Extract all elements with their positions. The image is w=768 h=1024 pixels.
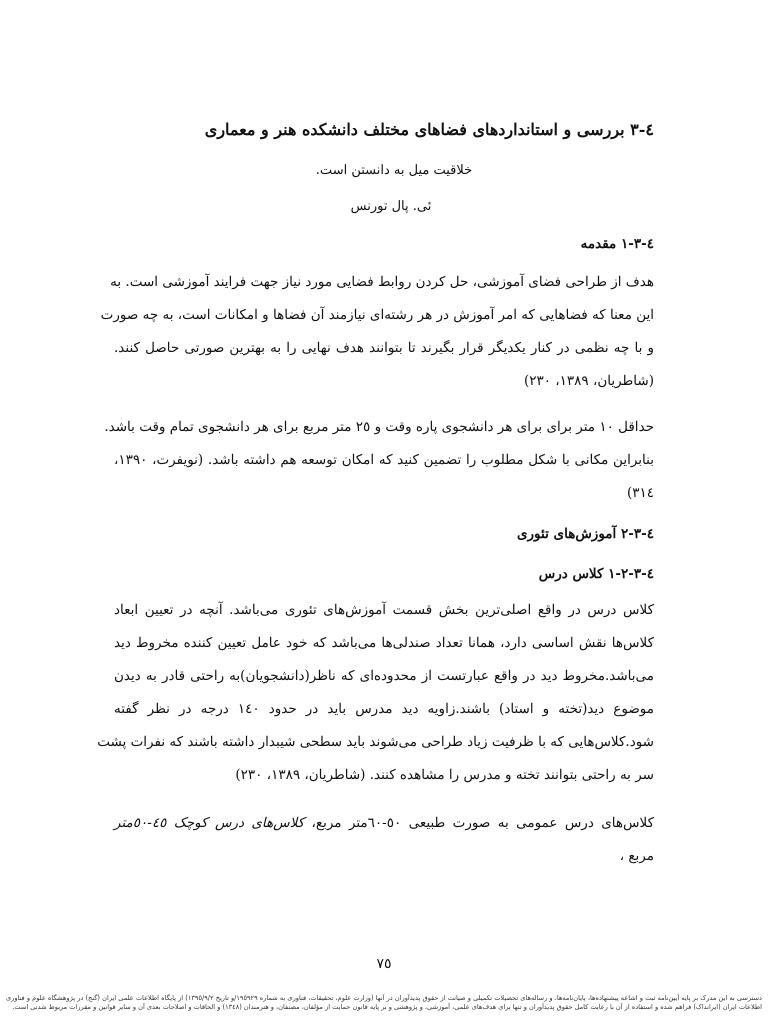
paragraph-line: سر به راحتی بتوانند تخته و مدرس را مشاهده کنند. (شاطریان، ١٣٨٩، ٢٣٠) — [235, 767, 654, 783]
paragraph-line: (شاطریان، ١٣٨٩، ٢٣٠) — [523, 373, 654, 389]
paragraph-line: حداقل ١٠ متر برای برای هر دانشجوی پاره وقت و ٢٥ متر مربع برای هر دانشجوی تمام وقت باشد. — [104, 419, 654, 435]
paragraph-intro — [100, 266, 654, 398]
epigraph — [0, 163, 768, 214]
paragraph-line: ٣١٤) — [626, 485, 654, 501]
paragraph-classroom — [97, 594, 654, 792]
paragraph-area-requirements — [104, 411, 654, 510]
paragraph-line: می‌باشد.مخروط دید در واقع عبارتست از محدوده‌ای که ناظر(دانشجویان)به راحتی قادر به دیدن — [114, 668, 654, 684]
paragraph-line: این معنا که فضاهایی که امر آموزش در هر رشته‌ای نیازمند آن فضاها و امکانات است، به چه صورت — [100, 307, 654, 323]
paragraph-line: کلاس‌ها نقش اساسی دارد، همانا تعداد صندلی‌ها می‌باشد که خود عامل تعیین کننده مخروط دید — [114, 635, 654, 651]
paragraph-line — [114, 807, 654, 840]
paragraph-line: بنابراین مکانی با شکل مطلوب را تضمین کنید که امکان توسعه هم داشته باشد. (نویفرت، ١٣٩٠، — [114, 452, 654, 468]
subsection-heading-classroom: ٤-٣-٢-١ کلاس درس — [538, 566, 654, 582]
epigraph-author: ئی. پال تورنس — [350, 199, 432, 214]
footer-notice: دسترسی به این مدرک بر پایه آیین‌نامه ثبت و اشاعه پیشنهاده‌ها، پایان‌نامه‌ها، و رساله‌های تحصیلات تکمیلی و صیانت از حقوق پدیدآوران در آنها (وزارت علوم، تحقیقات، فناوری به شماره ١٩٥٩٢٩/و تاریخ ١٣٩٥/٩/٢) از پایگاه اطلاعات علمی ایران (گنج) در پژوهشگاه علوم و فناوری اطلاعات ایران (ایرانداک) فراهم شده و استفاده از آن با رعایت کامل حقوق پدیدآوران و تنها برای هدف‌های علمی، آموزشی، و پژوهشی و بر پایه قانون حمایت از مؤلفان، مصنفان، و هنرمندان (١٣٤٨) و الحاقات و اصلاحات بعدی آن و سایر قوانین و مقررات مربوط شدنی است. — [6, 994, 762, 1011]
general-class-size: کلاس‌های درس عمومی به صورت طبیعی ٥٠-٦٠متر مربع، — [304, 815, 654, 831]
paragraph-classroom-sizes — [114, 807, 654, 873]
paragraph-line: هدف از طراحی فضای آموزشی، حل کردن روابط فضایی مورد نیاز جهت فرایند آموزشی است. به — [110, 274, 654, 290]
paragraph-line: و با چه نظمی در کنار یکدیگر قرار بگیرند تا بتوانند هدف نهایی را به بهترین صورتی حاصل کنند. — [114, 340, 654, 356]
small-class-size: کلاس‌های درس کوچک ٤٥-٥٠متر — [114, 815, 305, 831]
epigraph-text: خلاقیت میل به دانستن است. — [315, 163, 473, 178]
section-heading-theory: ٤-٣-٢ آموزش‌های تئوری — [516, 526, 654, 542]
paragraph-line: شود.کلاس‌هایی که با ظرفیت زیاد طراحی می‌شوند باید سطحی شیبدار داشته باشند که نفرات پشت — [97, 734, 654, 750]
page-number: ٧٥ — [376, 956, 392, 972]
paragraph-line: کلاس درس در واقع اصلی‌ترین بخش قسمت آموزش‌های تئوری می‌باشد. آنچه در تعیین ابعاد — [114, 602, 654, 618]
paragraph-line: مربع ، — [619, 848, 654, 864]
section-heading-main: ٤-٣ بررسی و استانداردهای فضاهای مختلف دانشکده هنر و معماری — [204, 120, 654, 139]
section-heading-intro: ٤-٣-١ مقدمه — [580, 236, 654, 252]
paragraph-line: موضوع دید(تخته و استاد) باشند.زاویه دید مدرس باید در حدود ١٤٠ درجه در نظر گفته — [114, 701, 654, 717]
